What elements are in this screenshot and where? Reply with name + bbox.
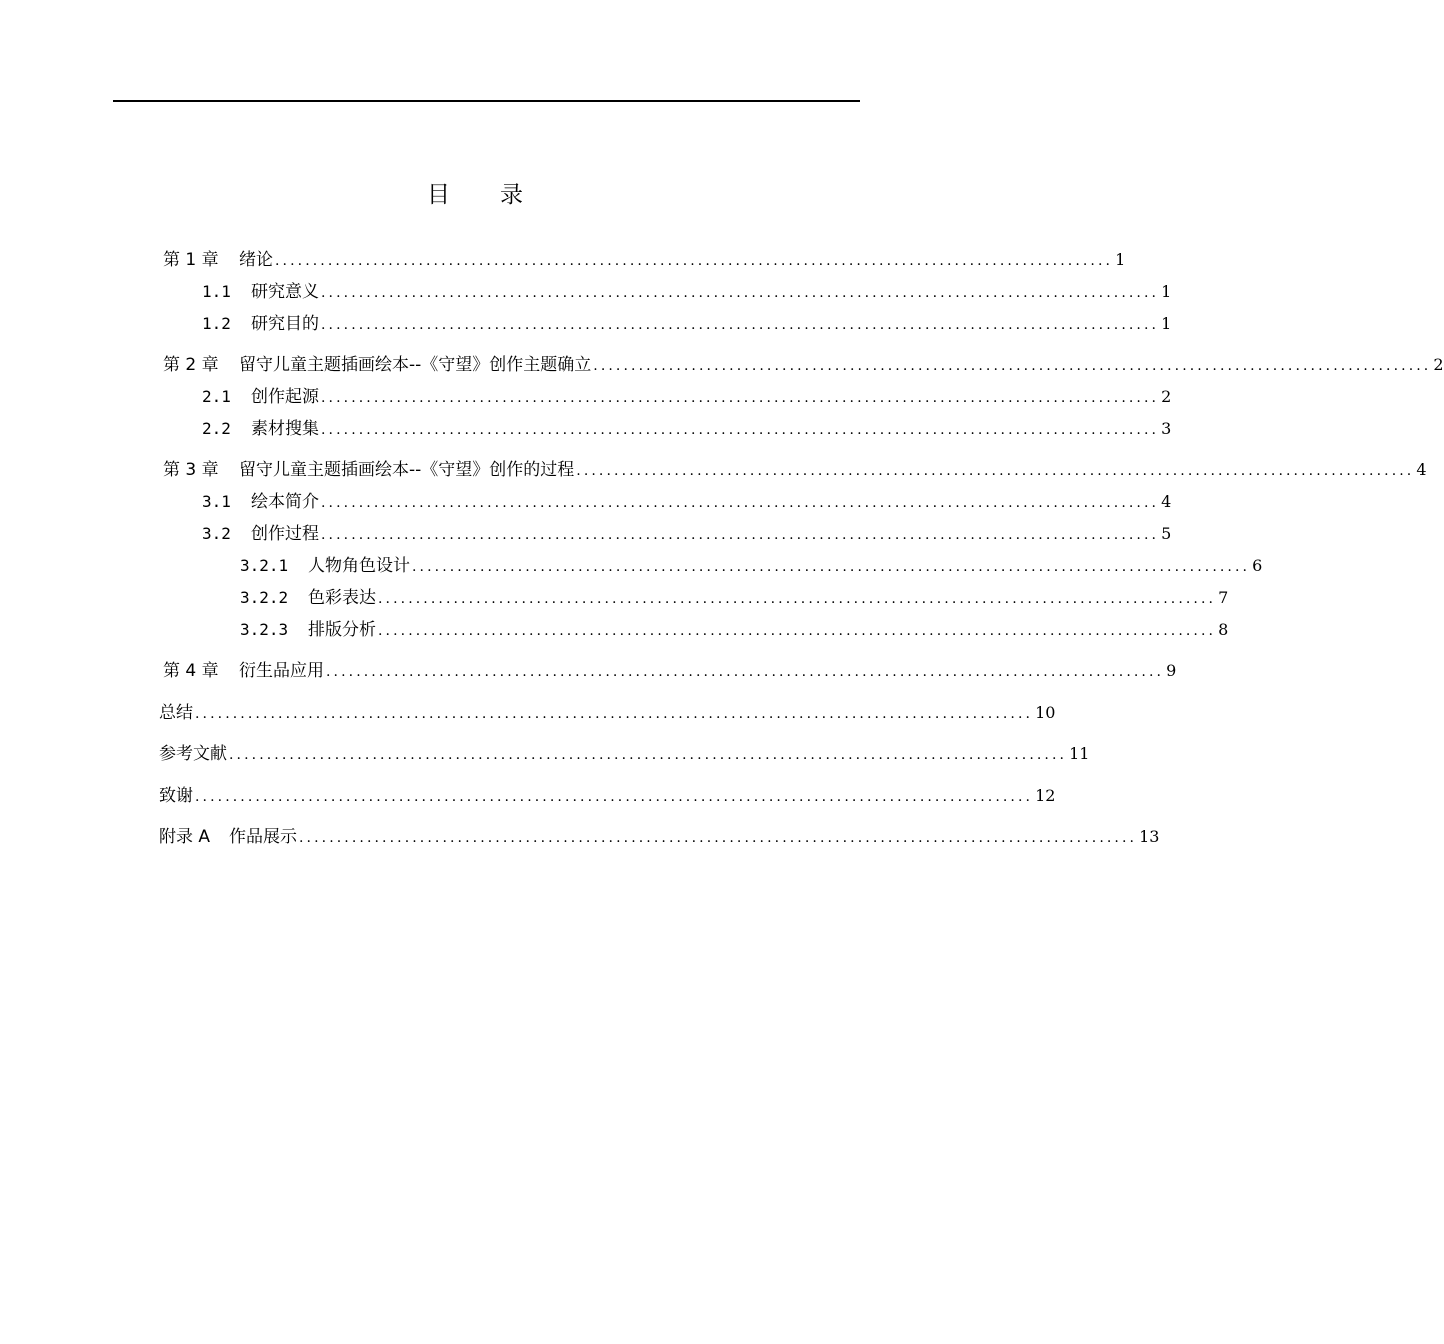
toc-entry-page: 9	[1166, 661, 1177, 680]
toc-title-part1: 目	[427, 182, 450, 208]
toc-entry-page: 3	[1161, 419, 1172, 438]
toc-leader-dots: ...............................................................................................................	[229, 747, 1068, 763]
toc-entry-chapter-4[interactable]	[163, 660, 1177, 683]
toc-entry-title: 绪论	[239, 250, 273, 270]
toc-entry-page: 4	[1416, 460, 1427, 479]
toc-entry-chapter-2[interactable]	[163, 354, 1444, 377]
toc-leader-dots: ...............................................................................................................	[195, 789, 1034, 805]
toc-entry-section-2-1[interactable]	[202, 386, 1172, 409]
toc-entry-references[interactable]	[159, 743, 1090, 766]
toc-leader-dots: ...............................................................................................................	[321, 422, 1160, 438]
toc-entry-page: 12	[1035, 786, 1056, 805]
toc-entry-page: 13	[1139, 827, 1160, 846]
toc-entry-page: 6	[1252, 556, 1263, 575]
toc-leader-dots: ...............................................................................................................	[321, 390, 1160, 406]
toc-leader-dots: ...............................................................................................................	[326, 664, 1165, 680]
toc-leader-dots: ...............................................................................................................	[576, 463, 1415, 479]
toc-leader-dots: ...............................................................................................................	[321, 495, 1160, 511]
toc-entry-title: 留守儿童主题插画绘本--《守望》创作主题确立	[239, 355, 592, 375]
toc-entry-page: 7	[1218, 588, 1229, 607]
toc-leader-dots: ...............................................................................................................	[195, 706, 1034, 722]
toc-entry-title: 留守儿童主题插画绘本--《守望》创作的过程	[239, 460, 575, 480]
toc-entry-page: 11	[1069, 744, 1090, 763]
toc-entry-number: 3.2.3	[240, 620, 289, 639]
toc-entry-section-3-1[interactable]	[202, 491, 1172, 514]
toc-leader-dots: ...............................................................................................................	[275, 253, 1114, 269]
toc-entry-title: 人物角色设计	[308, 556, 410, 576]
toc-entry-number: 第 2 章	[163, 355, 219, 375]
toc-entry-title: 排版分析	[308, 620, 376, 640]
toc-leader-dots: ...............................................................................................................	[412, 559, 1251, 575]
toc-entry-chapter-3[interactable]	[163, 459, 1427, 482]
toc-entry-page: 10	[1035, 703, 1056, 722]
toc-entry-title: 创作过程	[251, 524, 319, 544]
toc-entry-number: 第 3 章	[163, 460, 219, 480]
toc-leader-dots: ...............................................................................................................	[321, 317, 1160, 333]
toc-entry-page: 1	[1161, 282, 1172, 301]
toc-entry-subsection-3-2-1[interactable]	[240, 555, 1263, 578]
toc-entry-page: 2	[1161, 387, 1172, 406]
toc-entry-number: 1.2	[202, 314, 231, 333]
toc-entry-number: 3.2	[202, 524, 231, 543]
toc-title-part2: 录	[500, 182, 523, 208]
toc-entry-chapter-1[interactable]	[163, 249, 1126, 272]
toc-entry-section-2-2[interactable]	[202, 418, 1172, 441]
toc-leader-dots: ...............................................................................................................	[593, 358, 1432, 374]
toc-entry-appendix-a[interactable]	[159, 826, 1160, 849]
toc-entry-title: 创作起源	[251, 387, 319, 407]
toc-entry-page: 2	[1433, 355, 1444, 374]
toc-entry-title: 衍生品应用	[239, 661, 324, 681]
toc-entry-number: 3.2.1	[240, 556, 289, 575]
toc-entry-title: 色彩表达	[308, 588, 376, 608]
toc-entry-page: 8	[1218, 620, 1229, 639]
toc-entry-summary[interactable]	[159, 702, 1056, 725]
toc-title	[0, 176, 950, 209]
toc-entry-title: 参考文献	[159, 744, 227, 764]
toc-entry-number: 3.1	[202, 492, 231, 511]
toc-entry-subsection-3-2-3[interactable]	[240, 619, 1229, 642]
toc-entry-section-1-2[interactable]	[202, 313, 1172, 336]
toc-entry-page: 1	[1115, 250, 1126, 269]
toc-entry-number: 3.2.2	[240, 588, 289, 607]
toc-entry-page: 5	[1161, 524, 1172, 543]
toc-entry-title: 素材搜集	[251, 419, 319, 439]
toc-entry-number: 附录 A	[159, 827, 211, 847]
toc-leader-dots: ...............................................................................................................	[321, 527, 1160, 543]
toc-entry-page: 1	[1161, 314, 1172, 333]
toc-entry-title: 研究目的	[251, 314, 319, 334]
toc-leader-dots: ...............................................................................................................	[378, 623, 1217, 639]
toc-entry-number: 2.1	[202, 387, 231, 406]
toc-entry-number: 第 1 章	[163, 250, 219, 270]
toc-leader-dots: ...............................................................................................................	[321, 285, 1160, 301]
toc-entry-title: 总结	[159, 703, 193, 723]
toc-entry-number: 1.1	[202, 282, 231, 301]
toc-entry-section-1-1[interactable]	[202, 281, 1172, 304]
toc-entry-number: 第 4 章	[163, 661, 219, 681]
toc-entry-section-3-2[interactable]	[202, 523, 1172, 546]
toc-entry-title: 研究意义	[251, 282, 319, 302]
toc-entry-title: 作品展示	[229, 827, 297, 847]
toc-entry-title: 致谢	[159, 786, 193, 806]
header-rule	[113, 100, 860, 102]
toc-leader-dots: ...............................................................................................................	[378, 591, 1217, 607]
toc-entry-title: 绘本简介	[251, 492, 319, 512]
toc-entry-acknowledgements[interactable]	[159, 785, 1056, 808]
toc-entry-number: 2.2	[202, 419, 231, 438]
toc-entry-subsection-3-2-2[interactable]	[240, 587, 1229, 610]
toc-leader-dots: ...............................................................................................................	[299, 830, 1138, 846]
toc-entry-page: 4	[1161, 492, 1172, 511]
